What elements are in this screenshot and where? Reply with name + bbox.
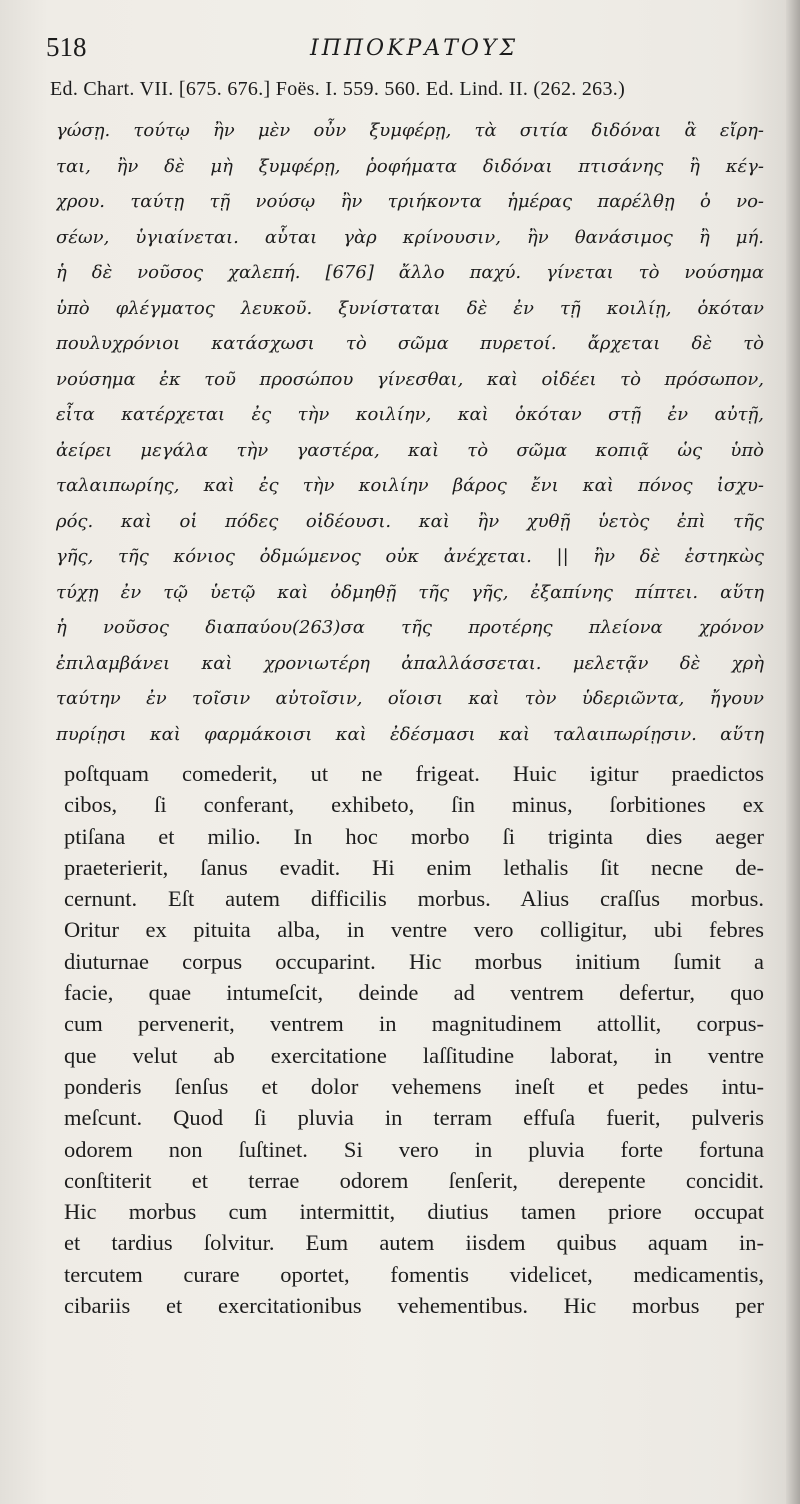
greek-text-line: πουλυχρόνιοι κατάσχωσι τὸ σῶμα πυρετοί. ἄρχεται δὲ τὸ (56, 333, 764, 354)
greek-text-line: γώσῃ. τούτῳ ἢν μὲν οὖν ξυμφέρῃ, τὰ σιτία διδόναι ἃ εἴρη- (56, 120, 764, 141)
latin-text-line: que velut ab exercitatione laſſitudine laborat, in ventre (64, 1042, 764, 1068)
greek-text-line: ταλαιπωρίης, καὶ ἐς τὴν κοιλίην βάρος ἔνι καὶ πόνος ἰσχυ- (56, 475, 764, 496)
greek-text-line: τύχῃ ἐν τῷ ὑετῷ καὶ ὀδμηθῇ τῆς γῆς, ἐξαπίνης πίπτει. αὕτη (56, 581, 764, 603)
page-header (46, 32, 786, 66)
latin-text-line: Hic morbus cum intermittit, diutius tamen priore occupat (64, 1199, 764, 1225)
greek-text-line: ἡ νοῦσος διαπαύου(263)σα τῆς προτέρης πλείονα χρόνον (56, 617, 764, 638)
latin-text-line: cibos, ſi conferant, exhibeto, ſin minus, ſorbitiones ex (64, 792, 764, 818)
latin-text-line: cibariis et exercitationibus vehementibus. Hic morbus per (64, 1293, 764, 1319)
greek-text-line: νούσημα ἐκ τοῦ προσώπου γίνεσθαι, καὶ οἰδέει τὸ πρόσωπον, (56, 368, 764, 390)
latin-text-line: diuturnae corpus occuparint. Hic morbus initium ſumit a (64, 948, 764, 974)
greek-text-line: ἀείρει μεγάλα τὴν γαστέρα, καὶ τὸ σῶμα κοπιᾷ ὡς ὑπὸ (56, 439, 764, 461)
running-title: ΙΠΠΟΚΡΑΤΟΥΣ (310, 36, 519, 61)
greek-text-line: ὑπὸ φλέγματος λευκοῦ. ξυνίσταται δὲ ἐν τῇ κοιλίῃ, ὁκόταν (56, 297, 764, 319)
section-divider (56, 728, 764, 729)
latin-text-line: odorem non ſuſtinet. Si vero in pluvia forte fortuna (64, 1136, 764, 1162)
latin-text-line: ponderis ſenſus et dolor vehemens ineſt et pedes intu- (64, 1073, 764, 1099)
latin-text-line: facie, quae intumeſcit, deinde ad ventrem defertur, quo (64, 980, 764, 1006)
greek-text-line: ρός. καὶ οἱ πόδες οἰδέουσι. καὶ ἢν χυθῇ ὑετὸς ἐπὶ τῆς (56, 510, 764, 532)
greek-text-line: γῆς, τῆς κόνιος ὀδμώμενος οὐκ ἀνέχεται. || ἢν δὲ ἑστηκὼς (56, 546, 764, 567)
greek-text-line: σέων, ὑγιαίνεται. αὗται γὰρ κρίνουσιν, ἢν θανάσιμος ἢ μή. (56, 226, 764, 248)
greek-text-line: ται, ἢν δὲ μὴ ξυμφέρῃ, ῥοφήματα διδόναι πτισάνης ἢ κέγ- (56, 155, 764, 177)
greek-text-line: χρου. ταύτῃ τῇ νούσῳ ἢν τριήκοντα ἡμέρας παρέλθῃ ὁ νο- (56, 191, 764, 212)
greek-text-line: ταύτην ἐν τοῖσιν αὐτοῖσιν, οἵοισι καὶ τὸν ὑδεριῶντα, ἤγουν (56, 688, 764, 709)
latin-text-line: cernunt. Eſt autem difficilis morbus. Alius craſſus morbus. (64, 886, 764, 912)
greek-text-line: ἡ δὲ νοῦσος χαλεπή. [676] ἄλλο παχύ. γίνεται τὸ νούσημα (56, 262, 764, 283)
greek-text-line: ἐπιλαμβάνει καὶ χρονιωτέρη ἀπαλλάσσεται. μελετᾷν δὲ χρὴ (56, 652, 764, 674)
page-edge-shadow (786, 0, 800, 1504)
greek-text-block (56, 113, 764, 752)
page-number: 518 (46, 32, 87, 62)
latin-text-line: cum pervenerit, ventrem in magnitudinem attollit, corpus- (64, 1011, 764, 1037)
latin-text-line: conſtiterit et terrae odorem ſenſerit, derepente concidit. (64, 1167, 764, 1193)
latin-text-block (64, 758, 764, 1321)
greek-text-line: πυρίῃσι καὶ φαρμάκοισι καὶ ἐδέσμασι καὶ ταλαιπωρίῃσιν. αὕτη (56, 723, 764, 745)
latin-text-line: poſtquam comederit, ut ne frigeat. Huic igitur praedictos (64, 761, 764, 786)
latin-text-line: ptiſana et milio. In hoc morbo ſi triginta dies aeger (64, 823, 764, 849)
edition-reference: Ed. Chart. VII. [675. 676.] Foës. I. 559. 560. Ed. Lind. II. (262. 263.) (50, 78, 626, 100)
latin-text-line: tercutem curare oportet, fomentis videlicet, medicamentis, (64, 1261, 764, 1287)
latin-text-line: meſcunt. Quod ſi pluvia in terram effuſa fuerit, pulveris (64, 1105, 764, 1131)
greek-text-line: εἶτα κατέρχεται ἐς τὴν κοιλίην, καὶ ὁκόταν στῇ ἐν αὐτῇ, (56, 404, 764, 425)
latin-text-line: et tardius ſolvitur. Eum autem iisdem quibus aquam in- (64, 1230, 764, 1256)
latin-text-line: Oritur ex pituita alba, in ventre vero colligitur, ubi febres (64, 917, 764, 943)
latin-text-line: praeterierit, ſanus evadit. Hi enim lethalis ſit necne de- (64, 854, 764, 880)
